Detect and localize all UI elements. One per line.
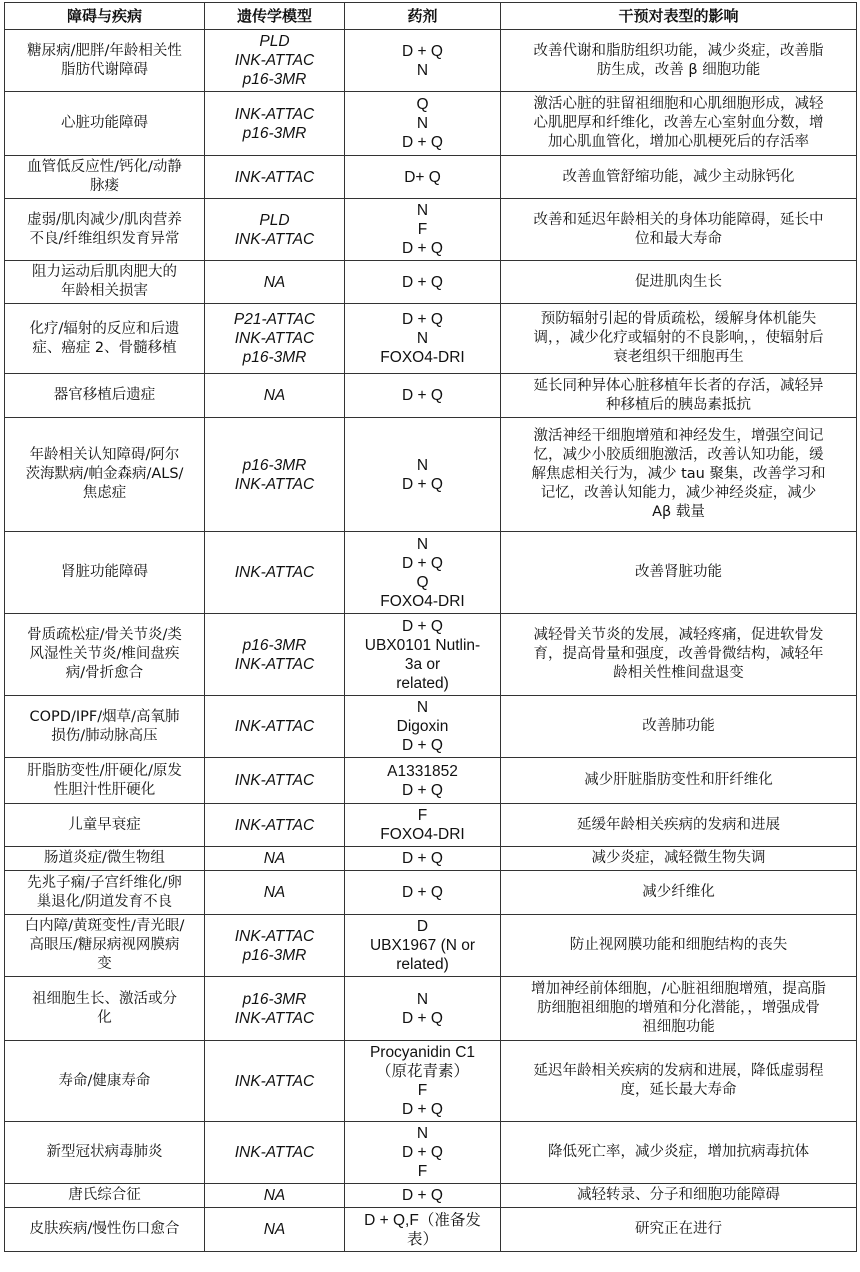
genetic-model-cell bbox=[205, 915, 345, 977]
cell-line: D + Q bbox=[402, 1101, 443, 1118]
cell-line: related) bbox=[396, 956, 449, 973]
genetic-model-cell bbox=[205, 304, 345, 374]
disease-cell bbox=[5, 156, 205, 199]
agent-cell bbox=[345, 418, 501, 532]
genetic-model-cell bbox=[205, 977, 345, 1041]
table-row bbox=[5, 156, 857, 199]
cell-line: 风湿性关节炎/椎间盘疾 bbox=[29, 646, 180, 662]
effect-cell bbox=[501, 804, 857, 847]
table-row bbox=[5, 1041, 857, 1122]
genetic-model-cell bbox=[205, 1208, 345, 1252]
header-agent: 药剂 bbox=[345, 3, 501, 30]
cell-line: p16-3MR bbox=[242, 990, 307, 1008]
cell-line: F bbox=[417, 807, 428, 824]
disease-cell bbox=[5, 1122, 205, 1184]
cell-line: 症、癌症 2、骨髓移植 bbox=[32, 339, 177, 356]
cell-line: 减少肝脏脂肪变性和肝纤维化 bbox=[584, 772, 773, 788]
cell-line: 延缓年龄相关疾病的发病和进展 bbox=[577, 816, 780, 833]
cell-line: D + Q bbox=[402, 1009, 443, 1027]
cell-line: FOXO4-DRI bbox=[380, 826, 465, 843]
header-row bbox=[5, 3, 857, 30]
cell-line: 度，延长最大寿命 bbox=[620, 1082, 737, 1098]
cell-line: p16-3MR bbox=[242, 456, 307, 474]
cell-line: 肪生成，改善 β 细胞功能 bbox=[596, 61, 761, 78]
cell-line: 记忆，改善认知能力，减少神经炎症，减少 bbox=[540, 485, 817, 501]
genetic-model-cell bbox=[205, 1122, 345, 1184]
cell-line: INK-ATTAC bbox=[234, 1144, 315, 1161]
genetic-model-cell bbox=[205, 156, 345, 199]
cell-line: 改善和延迟年龄相关的身体功能障碍，延长中 bbox=[533, 211, 824, 228]
cell-line: 高眼压/糖尿病视网膜病 bbox=[29, 937, 180, 953]
disease-cell bbox=[5, 1184, 205, 1208]
effect-cell bbox=[501, 977, 857, 1041]
disease-cell bbox=[5, 199, 205, 261]
cell-line: D+ Q bbox=[404, 168, 441, 186]
cell-line: Q bbox=[416, 96, 429, 113]
cell-line: 肪细胞祖细胞的增殖和分化潜能，，增强成骨 bbox=[537, 1000, 820, 1016]
agent-cell bbox=[345, 758, 501, 804]
effect-cell bbox=[501, 92, 857, 156]
effect-cell bbox=[501, 696, 857, 758]
disease-cell bbox=[5, 804, 205, 847]
agent-cell bbox=[345, 915, 501, 977]
cell-line: related) bbox=[396, 674, 449, 692]
cell-line: A1331852 bbox=[387, 762, 458, 780]
disease-cell bbox=[5, 915, 205, 977]
cell-line: 器官移植后遗症 bbox=[53, 387, 156, 403]
cell-line: INK-ATTAC bbox=[234, 927, 315, 945]
disease-cell bbox=[5, 374, 205, 418]
cell-line: P21-ATTAC bbox=[233, 311, 316, 328]
disease-cell bbox=[5, 1208, 205, 1252]
table-row bbox=[5, 871, 857, 915]
cell-line: 3a or bbox=[404, 655, 441, 673]
header-effect: 干预对表型的影响 bbox=[501, 3, 857, 30]
cell-line: D + Q bbox=[402, 737, 443, 754]
cell-line: 白内障/黄斑变性/青光眼/ bbox=[24, 918, 185, 934]
agent-cell bbox=[345, 304, 501, 374]
cell-line: Procyanidin C1 bbox=[369, 1044, 476, 1061]
cell-line: N bbox=[416, 115, 429, 132]
effect-cell bbox=[501, 156, 857, 199]
cell-line: 研究正在进行 bbox=[635, 1221, 722, 1237]
agent-cell bbox=[345, 199, 501, 261]
senolytic-table bbox=[4, 2, 857, 1252]
cell-line: 增加神经前体细胞，/心脏祖细胞增殖，提高脂 bbox=[531, 981, 826, 997]
cell-line: 防止视网膜功能和细胞结构的丧失 bbox=[569, 937, 788, 953]
agent-cell bbox=[345, 1122, 501, 1184]
cell-line: 改善肾脏功能 bbox=[635, 564, 722, 580]
cell-line: 心脏功能障碍 bbox=[61, 115, 148, 131]
effect-cell bbox=[501, 871, 857, 915]
table-row bbox=[5, 532, 857, 614]
effect-cell bbox=[501, 30, 857, 92]
genetic-model-cell bbox=[205, 92, 345, 156]
genetic-model-cell bbox=[205, 532, 345, 614]
effect-cell bbox=[501, 374, 857, 418]
cell-line: N bbox=[416, 456, 429, 474]
cell-line: 阻力运动后肌肉肥大的 bbox=[32, 264, 177, 280]
cell-line: N bbox=[416, 699, 429, 716]
table-row bbox=[5, 1184, 857, 1208]
cell-line: UBX0101 Nutlin- bbox=[364, 636, 481, 654]
cell-line: N bbox=[416, 330, 429, 347]
cell-line: 焦虑症 bbox=[82, 485, 127, 501]
disease-cell bbox=[5, 758, 205, 804]
agent-cell bbox=[345, 804, 501, 847]
cell-line: INK-ATTAC bbox=[234, 52, 315, 69]
cell-line: 性胆汁性肝硬化 bbox=[53, 781, 156, 798]
effect-cell bbox=[501, 304, 857, 374]
cell-line: p16-3MR bbox=[242, 71, 307, 88]
cell-line: 肾脏功能障碍 bbox=[61, 564, 148, 580]
cell-line: 延长同种异体心脏移植年长者的存活，减轻异 bbox=[533, 377, 824, 394]
effect-cell bbox=[501, 1041, 857, 1122]
cell-line: Q bbox=[416, 573, 429, 591]
cell-line: 激活心脏的驻留祖细胞和心肌细胞形成，减轻 bbox=[533, 96, 824, 112]
effect-cell bbox=[501, 418, 857, 532]
cell-line: 血管低反应性/钙化/动静 bbox=[27, 159, 182, 175]
cell-line: 儿童早衰症 bbox=[68, 816, 141, 833]
genetic-model-cell bbox=[205, 1041, 345, 1122]
cell-line: NA bbox=[263, 850, 286, 867]
disease-cell bbox=[5, 92, 205, 156]
cell-line: F bbox=[417, 221, 428, 238]
agent-cell bbox=[345, 977, 501, 1041]
cell-line: 解焦虑相关行为，减少 tau 聚集，改善学习和 bbox=[531, 466, 826, 482]
cell-line: F bbox=[417, 1163, 428, 1180]
cell-line: INK-ATTAC bbox=[234, 168, 315, 186]
cell-line: p16-3MR bbox=[242, 946, 307, 964]
cell-line: INK-ATTAC bbox=[234, 564, 315, 581]
cell-line: COPD/IPF/烟草/高氧肺 bbox=[29, 708, 180, 725]
effect-cell bbox=[501, 199, 857, 261]
cell-line: 年龄相关损害 bbox=[61, 283, 148, 299]
disease-cell bbox=[5, 977, 205, 1041]
cell-line: p16-3MR bbox=[242, 349, 307, 366]
agent-cell bbox=[345, 532, 501, 614]
effect-cell bbox=[501, 758, 857, 804]
agent-cell bbox=[345, 156, 501, 199]
effect-cell bbox=[501, 1122, 857, 1184]
disease-cell bbox=[5, 696, 205, 758]
cell-line: 先兆子痫/子宫纤维化/卵 bbox=[27, 874, 182, 891]
cell-line: N bbox=[416, 61, 429, 79]
disease-cell bbox=[5, 532, 205, 614]
cell-line: D + Q bbox=[402, 1187, 443, 1204]
table-row bbox=[5, 758, 857, 804]
effect-cell bbox=[501, 915, 857, 977]
agent-cell bbox=[345, 30, 501, 92]
agent-cell bbox=[345, 1208, 501, 1252]
cell-line: 种移植后的胰岛素抵抗 bbox=[606, 396, 751, 413]
cell-line: 加心肌血管化，增加心肌梗死后的存活率 bbox=[548, 134, 809, 150]
disease-cell bbox=[5, 614, 205, 696]
cell-line: 表） bbox=[406, 1230, 438, 1248]
table-row bbox=[5, 614, 857, 696]
cell-line: D + Q bbox=[402, 617, 443, 635]
cell-line: 龄相关性椎间盘退变 bbox=[613, 665, 744, 681]
disease-cell bbox=[5, 30, 205, 92]
cell-line: NA bbox=[263, 387, 286, 404]
cell-line: 改善代谢和脂肪组织功能，减少炎症，改善脂 bbox=[533, 42, 824, 59]
cell-line: FOXO4-DRI bbox=[380, 349, 465, 366]
cell-line: INK-ATTAC bbox=[234, 330, 315, 347]
cell-line: 延迟年龄相关疾病的发病和进展，降低虚弱程 bbox=[533, 1063, 824, 1079]
disease-cell bbox=[5, 871, 205, 915]
table-row bbox=[5, 696, 857, 758]
disease-cell bbox=[5, 261, 205, 304]
table-body bbox=[5, 30, 857, 1252]
genetic-model-cell bbox=[205, 614, 345, 696]
cell-line: INK-ATTAC bbox=[234, 816, 315, 834]
cell-line: 皮肤疾病/慢性伤口愈合 bbox=[29, 1221, 180, 1237]
disease-cell bbox=[5, 847, 205, 871]
cell-line: INK-ATTAC bbox=[234, 1009, 315, 1027]
cell-line: 祖细胞功能 bbox=[642, 1019, 715, 1035]
cell-line: D + Q,F（准备发 bbox=[364, 1211, 481, 1229]
table-row bbox=[5, 261, 857, 304]
table-row bbox=[5, 847, 857, 871]
cell-line: D bbox=[416, 918, 429, 935]
cell-line: INK-ATTAC bbox=[234, 105, 315, 123]
genetic-model-cell bbox=[205, 418, 345, 532]
cell-line: 减少纤维化 bbox=[642, 884, 715, 900]
cell-line: 减轻骨关节炎的发展，减轻疼痛，促进软骨发 bbox=[533, 627, 824, 643]
cell-line: D + Q bbox=[402, 554, 443, 572]
cell-line: （原花青素） bbox=[375, 1063, 469, 1080]
cell-line: Digoxin bbox=[396, 718, 449, 735]
agent-cell bbox=[345, 871, 501, 915]
cell-line: D + Q bbox=[402, 781, 443, 799]
table-row bbox=[5, 804, 857, 847]
cell-line: 育，提高骨量和强度，改善骨微结构，减轻年 bbox=[533, 646, 824, 662]
table-row bbox=[5, 92, 857, 156]
genetic-model-cell bbox=[205, 804, 345, 847]
cell-line: 损伤/肺动脉高压 bbox=[51, 727, 158, 744]
cell-line: 预防辐射引起的骨质疏松，缓解身体机能失 bbox=[540, 311, 817, 327]
cell-line: D + Q bbox=[402, 475, 443, 493]
cell-line: 改善肺功能 bbox=[642, 718, 715, 734]
cell-line: 减少炎症，减轻微生物失调 bbox=[591, 850, 766, 866]
cell-line: p16-3MR bbox=[242, 636, 307, 654]
cell-line: PLD bbox=[259, 33, 290, 50]
table-row bbox=[5, 418, 857, 532]
table-row bbox=[5, 304, 857, 374]
cell-line: UBX1967 (N or bbox=[369, 937, 476, 954]
cell-line: 促进肌肉生长 bbox=[635, 273, 722, 290]
cell-line: INK-ATTAC bbox=[234, 655, 315, 673]
table-row bbox=[5, 1122, 857, 1184]
cell-line: p16-3MR bbox=[242, 124, 307, 142]
effect-cell bbox=[501, 1208, 857, 1252]
cell-line: N bbox=[416, 535, 429, 553]
cell-line: 脂肪代谢障碍 bbox=[61, 61, 148, 78]
cell-line: 激活神经干细胞增殖和神经发生，增强空间记 bbox=[533, 428, 824, 444]
genetic-model-cell bbox=[205, 374, 345, 418]
cell-line: N bbox=[416, 202, 429, 219]
cell-line: D + Q bbox=[402, 1144, 443, 1161]
cell-line: 糖尿病/肥胖/年龄相关性 bbox=[27, 42, 182, 59]
cell-line: NA bbox=[263, 884, 286, 901]
effect-cell bbox=[501, 1184, 857, 1208]
agent-cell bbox=[345, 92, 501, 156]
cell-line: Aβ 载量 bbox=[652, 504, 705, 520]
cell-line: 化 bbox=[97, 1009, 112, 1026]
effect-cell bbox=[501, 614, 857, 696]
table-row bbox=[5, 374, 857, 418]
genetic-model-cell bbox=[205, 261, 345, 304]
cell-line: 位和最大寿命 bbox=[635, 230, 722, 247]
effect-cell bbox=[501, 261, 857, 304]
genetic-model-cell bbox=[205, 847, 345, 871]
genetic-model-cell bbox=[205, 30, 345, 92]
cell-line: D + Q bbox=[402, 311, 443, 328]
cell-line: 肠道炎症/微生物组 bbox=[44, 850, 165, 866]
cell-line: INK-ATTAC bbox=[234, 772, 315, 789]
cell-line: 年龄相关认知障碍/阿尔 bbox=[29, 447, 180, 463]
cell-line: 巢退化/阴道发育不良 bbox=[36, 893, 173, 910]
table-row bbox=[5, 915, 857, 977]
agent-cell bbox=[345, 374, 501, 418]
genetic-model-cell bbox=[205, 758, 345, 804]
cell-line: 变 bbox=[97, 956, 112, 972]
cell-line: N bbox=[416, 990, 429, 1008]
cell-line: NA bbox=[263, 1187, 286, 1204]
genetic-model-cell bbox=[205, 696, 345, 758]
cell-line: N bbox=[416, 1125, 429, 1142]
cell-line: F bbox=[417, 1082, 428, 1099]
cell-line: 骨质疏松症/骨关节炎/类 bbox=[27, 627, 182, 643]
cell-line: D + Q bbox=[402, 134, 443, 151]
header-genetic-model: 遗传学模型 bbox=[205, 3, 345, 30]
cell-line: 不良/纤维组织发育异常 bbox=[29, 230, 180, 247]
agent-cell bbox=[345, 1184, 501, 1208]
effect-cell bbox=[501, 847, 857, 871]
cell-line: 减轻转录、分子和细胞功能障碍 bbox=[577, 1187, 780, 1203]
cell-line: 茨海默病/帕金森病/ALS/ bbox=[25, 466, 184, 482]
table-row bbox=[5, 1208, 857, 1252]
cell-line: D + Q bbox=[402, 240, 443, 257]
disease-cell bbox=[5, 1041, 205, 1122]
agent-cell bbox=[345, 1041, 501, 1122]
disease-cell bbox=[5, 418, 205, 532]
cell-line: 唐氏综合征 bbox=[68, 1187, 141, 1203]
cell-line: 寿命/健康寿命 bbox=[58, 1072, 151, 1089]
agent-cell bbox=[345, 261, 501, 304]
genetic-model-cell bbox=[205, 871, 345, 915]
cell-line: 调，，减少化疗或辐射的不良影响，，使辐射后 bbox=[533, 330, 824, 346]
genetic-model-cell bbox=[205, 199, 345, 261]
cell-line: 心肌肥厚和纤维化，改善左心室射血分数，增 bbox=[533, 115, 824, 131]
agent-cell bbox=[345, 614, 501, 696]
cell-line: 新型冠状病毒肺炎 bbox=[46, 1144, 163, 1160]
table-row bbox=[5, 30, 857, 92]
cell-line: D + Q bbox=[402, 273, 443, 291]
cell-line: INK-ATTAC bbox=[234, 718, 315, 735]
cell-line: FOXO4-DRI bbox=[380, 592, 465, 610]
cell-line: D + Q bbox=[402, 42, 443, 60]
header-disease: 障碍与疾病 bbox=[5, 3, 205, 30]
cell-line: 肝脂肪变性/肝硬化/原发 bbox=[27, 762, 182, 779]
cell-line: D + Q bbox=[402, 850, 443, 867]
cell-line: 脉瘘 bbox=[90, 178, 119, 194]
agent-cell bbox=[345, 847, 501, 871]
cell-line: 虚弱/肌肉减少/肌肉营养 bbox=[27, 211, 182, 228]
cell-line: D + Q bbox=[402, 884, 443, 901]
cell-line: 病/骨折愈合 bbox=[65, 665, 144, 681]
cell-line: INK-ATTAC bbox=[234, 475, 315, 493]
effect-cell bbox=[501, 532, 857, 614]
disease-cell bbox=[5, 304, 205, 374]
cell-line: NA bbox=[263, 1221, 286, 1238]
cell-line: 忆，减少小胶质细胞激活，改善认知功能，缓 bbox=[533, 447, 824, 463]
cell-line: 祖细胞生长、激活或分 bbox=[32, 990, 177, 1007]
agent-cell bbox=[345, 696, 501, 758]
cell-line: 降低死亡率，减少炎症，增加抗病毒抗体 bbox=[548, 1144, 809, 1160]
genetic-model-cell bbox=[205, 1184, 345, 1208]
table-row bbox=[5, 977, 857, 1041]
cell-line: D + Q bbox=[402, 387, 443, 404]
cell-line: PLD bbox=[259, 211, 290, 229]
table-row bbox=[5, 199, 857, 261]
cell-line: NA bbox=[263, 273, 286, 291]
cell-line: INK-ATTAC bbox=[234, 1072, 315, 1090]
cell-line: 化疗/辐射的反应和后遗 bbox=[29, 320, 180, 337]
cell-line: 改善血管舒缩功能，减少主动脉钙化 bbox=[562, 168, 795, 185]
cell-line: 衰老组织干细胞再生 bbox=[613, 349, 744, 365]
cell-line: INK-ATTAC bbox=[234, 230, 315, 248]
